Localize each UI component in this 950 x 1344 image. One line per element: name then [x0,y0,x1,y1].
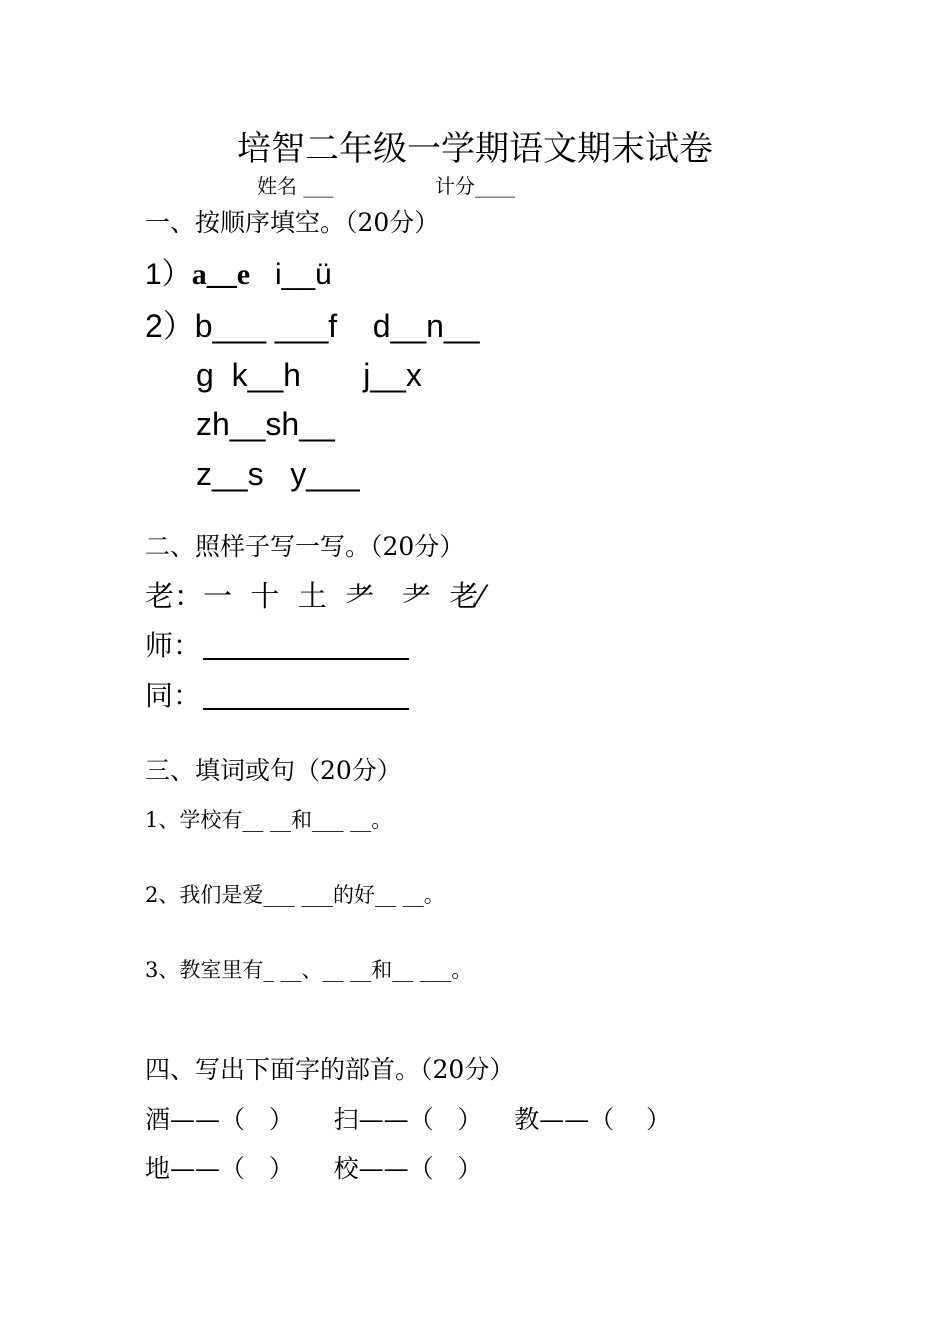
stroke-item-shi [145,629,409,662]
pinyin-line-3: g k__h j__x [196,357,422,393]
pinyin-line-4: zh__sh__ [196,406,335,442]
pinyin-bold-item: a__e [191,258,251,291]
score-field [435,176,515,196]
pinyin-item: i__ü [250,258,332,291]
fill-question-3: 3、教室里有_ __、__ __和__ ___。 [145,958,473,982]
line-number: 1） [145,258,192,291]
answer-line[interactable] [203,634,409,660]
stroke-item-tong [145,679,409,712]
section-1-heading: 一、按顺序填空。（20分） [145,208,440,237]
score-label: 计分 [435,174,475,198]
radical-row-1: 酒——（ ） 扫——（ ） 教——（ ） [145,1105,671,1134]
name-label: 姓名 [257,174,297,198]
fill-question-1: 1、学校有__ __和___ __。 [145,808,393,832]
answer-line[interactable] [203,684,409,710]
name-blank: ___ [303,174,334,198]
section-2-heading: 二、照样子写一写。（20分） [145,532,465,561]
fill-question-2: 2、我们是爱___ ___的好__ __。 [145,883,445,907]
pinyin-line-1 [145,260,332,290]
stroke-item-label: 同： [145,679,202,712]
score-blank: ____ [475,174,515,198]
page-title: 培智二年级一学期语文期末试卷 [237,129,713,169]
pinyin-line-5: z__s y___ [196,456,360,492]
stroke-item-label: 师： [145,629,202,662]
stroke-order-example: 老：一 十 土 耂 耂 老⁄ [145,579,484,613]
radical-row-2: 地——（ ） 校——（ ） [145,1154,483,1183]
section-4-heading: 四、写出下面字的部首。（20分） [145,1055,515,1084]
name-field [257,176,333,196]
pinyin-line-2: 2）b___ ___f d__n__ [145,308,480,344]
section-3-heading: 三、填词或句（20分） [145,756,402,785]
